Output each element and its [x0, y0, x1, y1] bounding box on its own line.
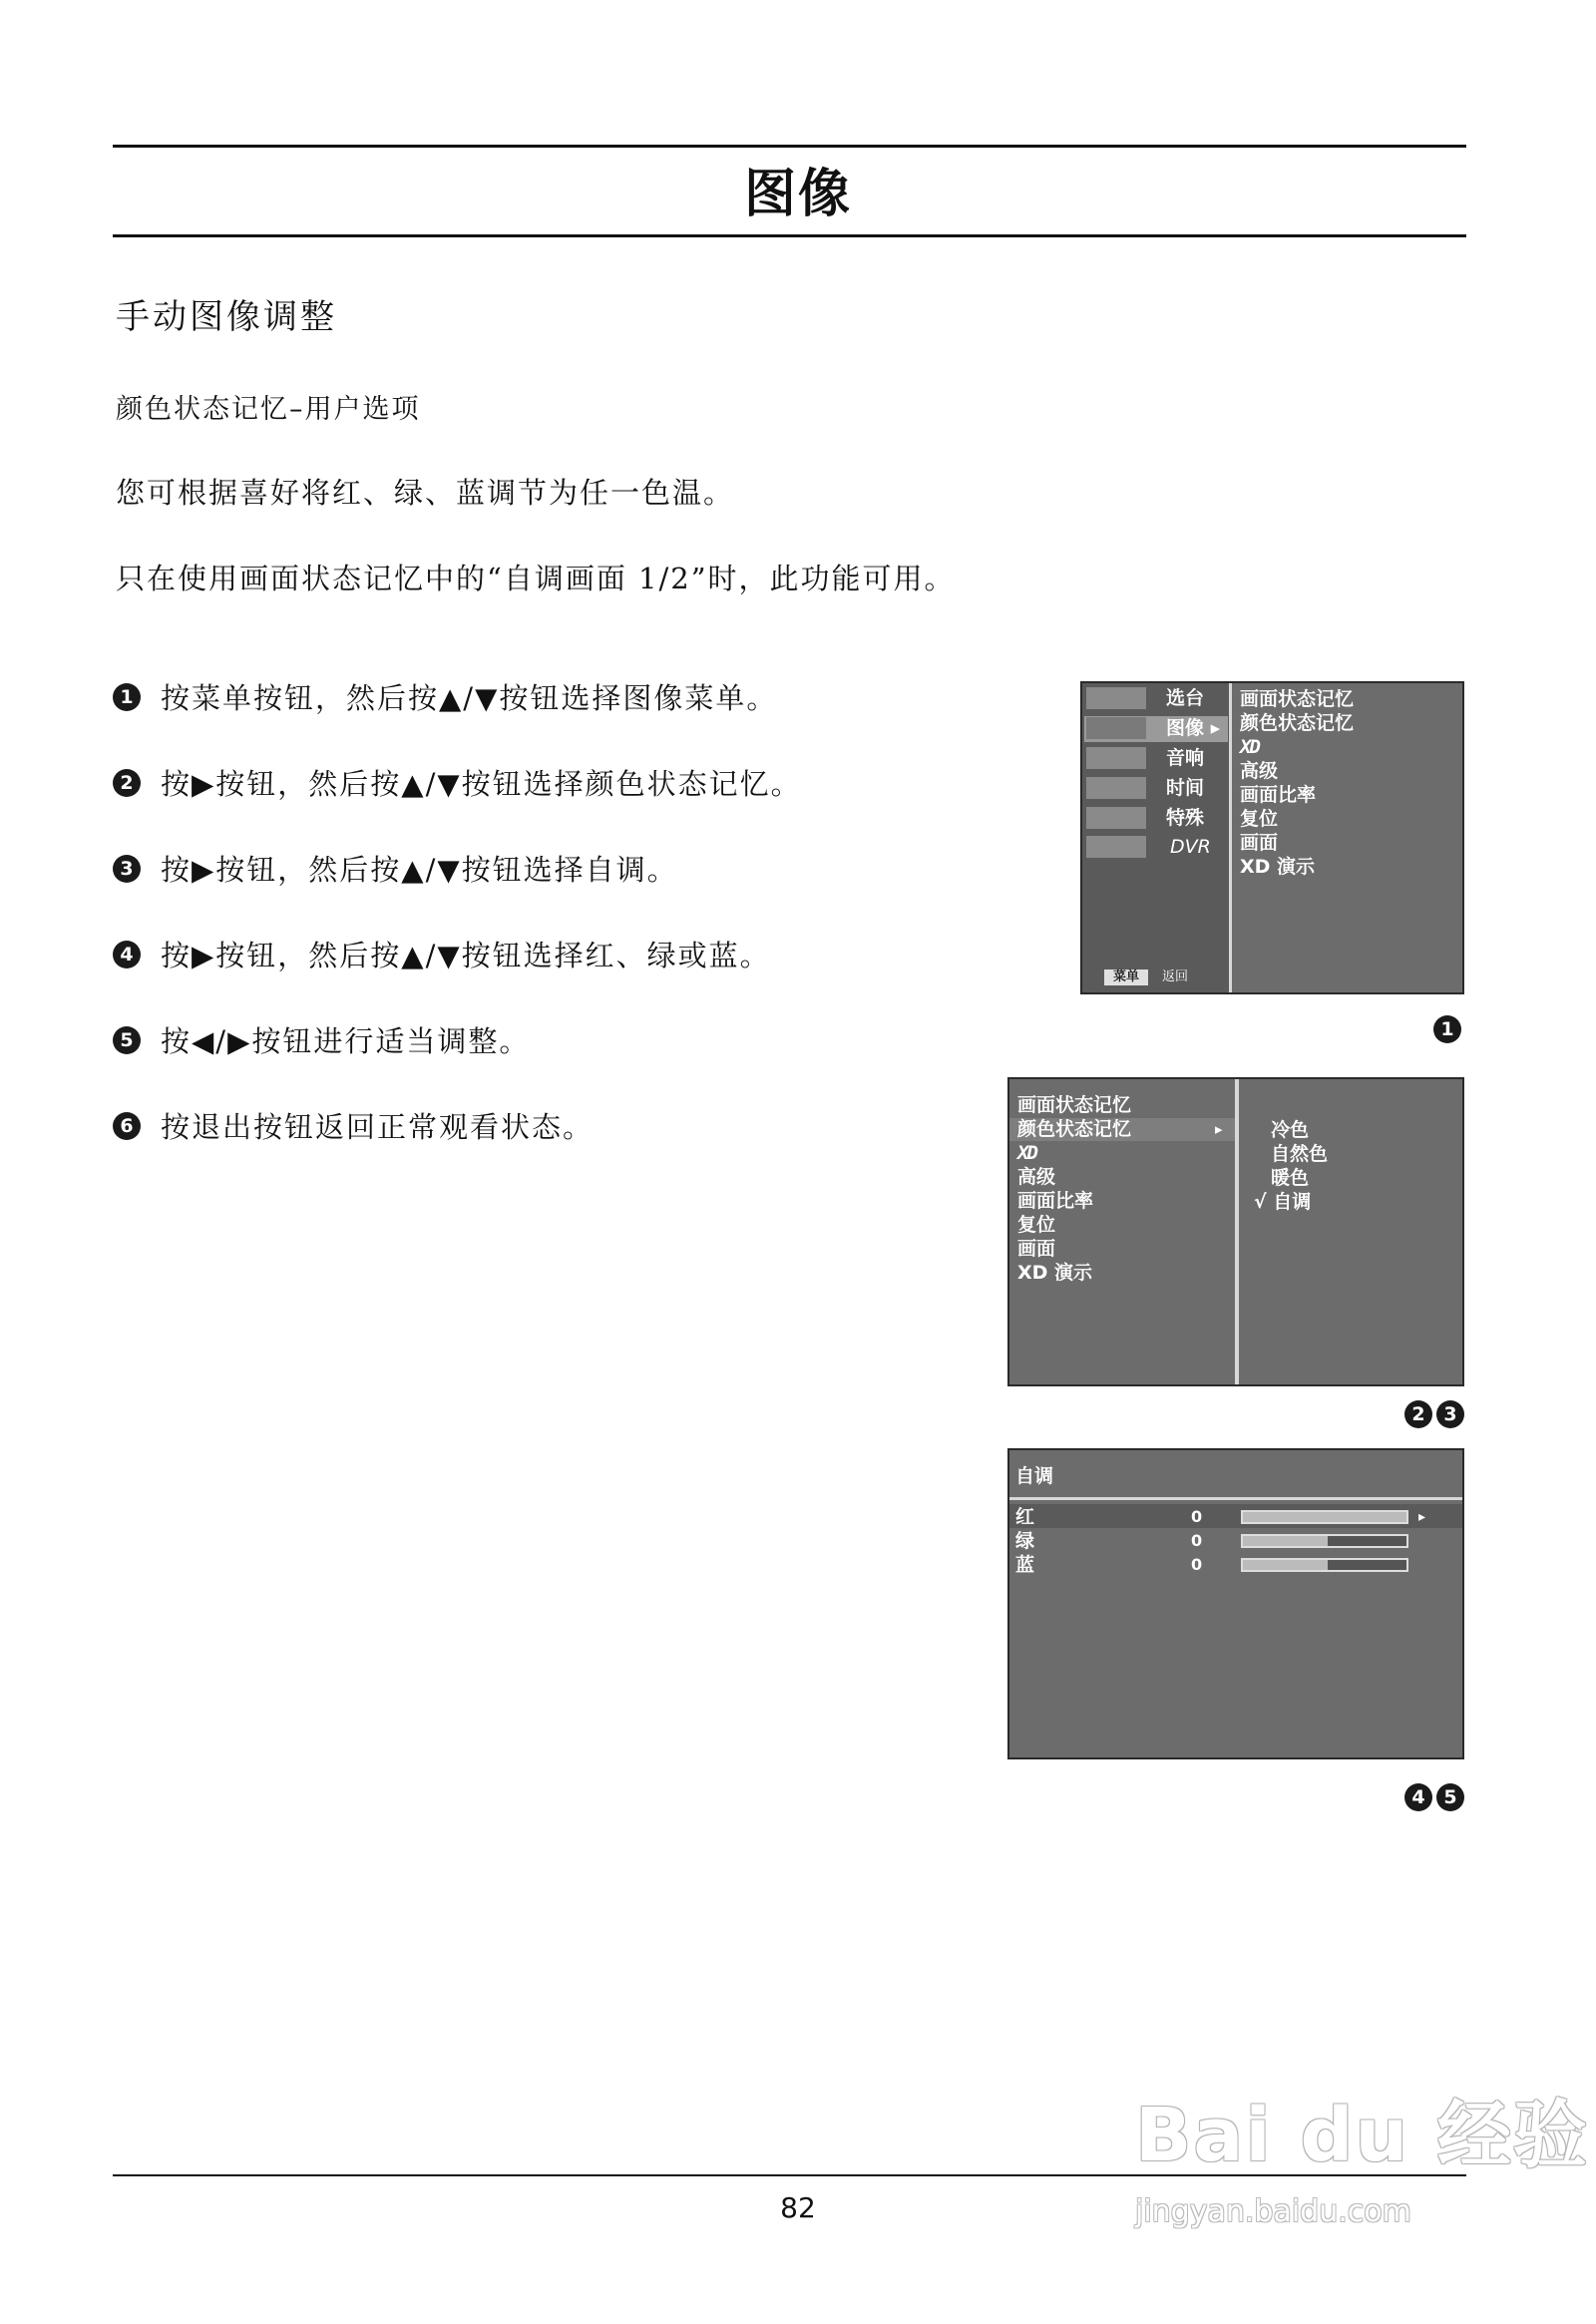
menu-item-time: 时间 [1166, 777, 1205, 799]
subsection-heading: 颜色状态记忆–用户选项 [116, 394, 421, 425]
xd-logo-icon: XD [1240, 736, 1259, 758]
step-number-4-icon: 4 [113, 941, 141, 968]
arrow-right-icon: ▸ [1215, 1120, 1223, 1138]
slider-blue[interactable] [1241, 1558, 1408, 1572]
row-label-green: 绿 [1015, 1530, 1035, 1552]
menu-item-dvr: DVR [1170, 836, 1211, 858]
menu-thumb-icon [1086, 777, 1146, 799]
submenu-item: 画面状态记忆 [1017, 1094, 1132, 1116]
xd-logo-icon: XD [1017, 1142, 1036, 1164]
watermark-logo: Bai du 经验 [1135, 2093, 1589, 2178]
figure-number-2-icon: 2 [1404, 1400, 1432, 1428]
step-text: 按菜单按钮，然后按▲/▼按钮选择图像菜单。 [161, 681, 778, 715]
page-title: 图像 [743, 165, 852, 224]
submenu-item: 复位 [1240, 808, 1279, 830]
submenu-item-xd-demo: XD 演示 [1017, 1262, 1093, 1284]
submenu-item-xd-demo: XD 演示 [1240, 856, 1316, 878]
menu-thumb-icon [1086, 836, 1146, 858]
figure-number-5-icon: 5 [1436, 1783, 1464, 1811]
color-option-natural: 自然色 [1271, 1143, 1329, 1165]
osd-main-menu [1080, 681, 1464, 994]
step-text: 按◀/▶按钮进行适当调整。 [161, 1024, 531, 1058]
color-option-warm: 暖色 [1271, 1167, 1310, 1189]
menu-return-label: 返回 [1162, 969, 1189, 984]
menu-key-icon: 菜单 [1104, 969, 1148, 985]
intro-paragraph-1: 您可根据喜好将红、绿、蓝调节为任一色温。 [116, 476, 735, 510]
osd-divider [1009, 1497, 1462, 1500]
menu-item-channel: 选台 [1166, 687, 1205, 709]
menu-thumb-icon [1086, 687, 1146, 709]
osd-divider [1229, 683, 1232, 992]
step-5 [113, 1019, 530, 1060]
step-text: 按▶按钮，然后按▲/▼按钮选择红、绿或蓝。 [161, 939, 771, 972]
menu-thumb-icon [1086, 807, 1146, 829]
figure-2-3-numbers [1404, 1400, 1464, 1428]
intro-paragraph-2: 只在使用画面状态记忆中的“自调画面 1/2”时，此功能可用。 [116, 562, 956, 595]
row-label-red: 红 [1015, 1506, 1035, 1528]
row-label-blue: 蓝 [1015, 1554, 1035, 1576]
slider-green-fill [1243, 1536, 1328, 1546]
submenu-item-selected: 颜色状态记忆 [1017, 1118, 1132, 1140]
step-text: 按▶按钮，然后按▲/▼按钮选择自调。 [161, 853, 678, 887]
menu-thumb-icon [1086, 717, 1146, 739]
submenu-item: 复位 [1017, 1214, 1056, 1236]
submenu-item: 画面 [1240, 832, 1279, 854]
section-heading: 手动图像调整 [116, 297, 337, 337]
step-text: 按▶按钮，然后按▲/▼按钮选择颜色状态记忆。 [161, 767, 802, 801]
submenu-item: 高级 [1240, 760, 1279, 782]
menu-item-picture: 图像 ▸ [1166, 717, 1221, 739]
submenu-item: 画面状态记忆 [1240, 688, 1355, 710]
title-rule [113, 234, 1466, 237]
slider-red[interactable] [1241, 1510, 1408, 1524]
step-4 [113, 934, 771, 974]
row-value-blue: 0 [1191, 1555, 1203, 1574]
osd-divider [1235, 1079, 1239, 1384]
figure-number-3-icon: 3 [1436, 1400, 1464, 1428]
submenu-item: 画面 [1017, 1238, 1056, 1260]
step-number-2-icon: 2 [113, 769, 141, 797]
menu-item-special: 特殊 [1166, 807, 1205, 829]
osd-color-menu [1007, 1077, 1464, 1386]
watermark-url: jingyan.baidu.com [1135, 2194, 1411, 2229]
step-1 [113, 676, 777, 717]
submenu-item: 颜色状态记忆 [1240, 712, 1355, 734]
figure-number-4-icon: 4 [1404, 1783, 1432, 1811]
page-number: 82 [780, 2191, 816, 2224]
row-value-green: 0 [1191, 1531, 1203, 1550]
slider-blue-fill [1243, 1560, 1328, 1570]
adjust-title: 自调 [1015, 1465, 1054, 1487]
step-number-3-icon: 3 [113, 855, 141, 883]
step-2 [113, 762, 802, 803]
figure-4-5-numbers [1404, 1783, 1464, 1811]
step-text: 按退出按钮返回正常观看状态。 [161, 1110, 595, 1144]
step-number-1-icon: 1 [113, 683, 141, 711]
menu-item-audio: 音响 [1166, 747, 1205, 769]
menu-thumb-icon [1086, 747, 1146, 769]
slider-green[interactable] [1241, 1534, 1408, 1548]
top-rule [113, 145, 1466, 148]
submenu-item: 画面比率 [1017, 1190, 1094, 1212]
slider-red-fill [1243, 1512, 1406, 1522]
submenu-item: 高级 [1017, 1166, 1056, 1188]
osd-user-adjust [1007, 1448, 1464, 1759]
color-option-user: √ 自调 [1254, 1191, 1312, 1213]
submenu-item: 画面比率 [1240, 784, 1317, 806]
figure-1-number-icon: 1 [1433, 1015, 1461, 1043]
color-option-cool: 冷色 [1271, 1119, 1310, 1141]
step-6 [113, 1105, 594, 1146]
step-3 [113, 848, 678, 889]
row-value-red: 0 [1191, 1507, 1203, 1526]
arrow-right-icon: ▸ [1418, 1509, 1426, 1525]
step-number-6-icon: 6 [113, 1112, 141, 1140]
step-number-5-icon: 5 [113, 1026, 141, 1054]
